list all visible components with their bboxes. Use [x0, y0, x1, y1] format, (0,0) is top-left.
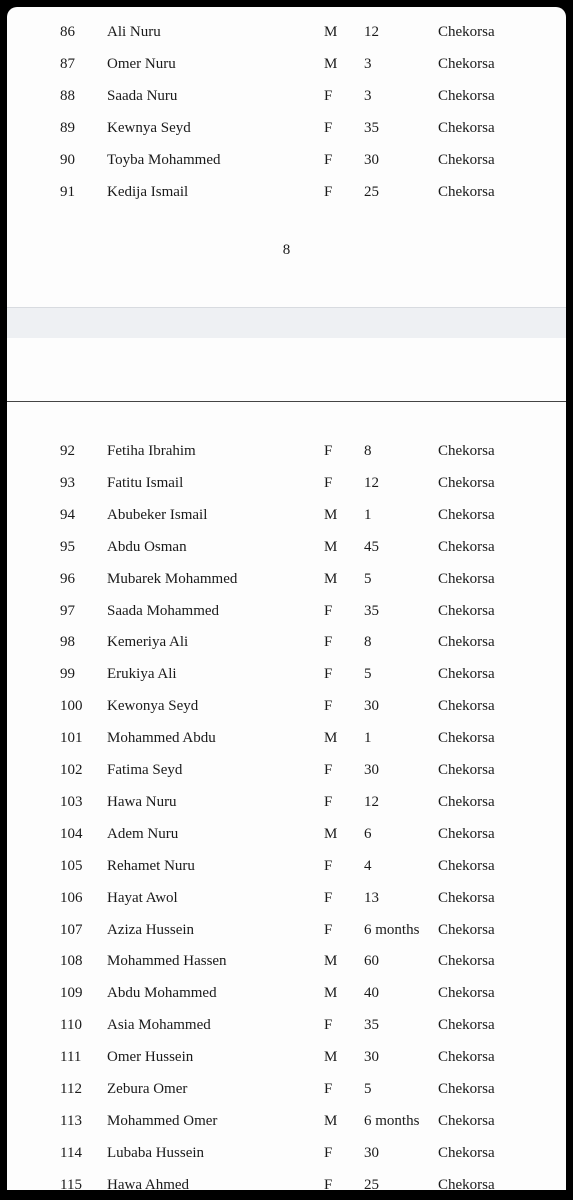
table-row	[7, 16, 566, 48]
person-location: Chekorsa	[438, 889, 495, 906]
person-name: Asia Mohammed	[107, 1017, 211, 1034]
person-name: Omer Nuru	[107, 55, 176, 72]
row-number: 91	[60, 183, 75, 200]
row-number: 115	[60, 1176, 82, 1190]
person-location: Chekorsa	[438, 857, 495, 874]
person-name: Ali Nuru	[107, 24, 161, 40]
person-name: Lubaba Hussein	[107, 1144, 205, 1161]
person-name: Abubeker Ismail	[107, 506, 208, 523]
document-page-top	[7, 7, 566, 307]
person-sex: F	[324, 87, 333, 104]
page-separator	[7, 307, 566, 340]
person-sex: F	[324, 634, 333, 651]
row-number: 93	[60, 474, 75, 491]
person-location: Chekorsa	[438, 119, 495, 136]
person-name: Abdu Mohammed	[107, 985, 217, 1002]
person-name: Fetiha Ibrahim	[107, 443, 196, 459]
person-name: Mohammed Hassen	[107, 953, 227, 970]
person-name: Kemeriya Ali	[107, 634, 189, 651]
table-row	[7, 80, 566, 112]
person-sex: F	[324, 793, 333, 810]
person-age: 40	[364, 985, 379, 1002]
person-sex: F	[324, 921, 333, 938]
row-number: 92	[60, 443, 75, 459]
person-sex: F	[324, 762, 333, 778]
table-row	[7, 1041, 566, 1073]
person-age: 12	[364, 474, 379, 491]
person-location: Chekorsa	[438, 570, 495, 587]
table-row	[7, 595, 566, 627]
row-number: 97	[60, 602, 75, 619]
person-location: Chekorsa	[438, 151, 495, 168]
person-name: Rehamet Nuru	[107, 857, 195, 874]
person-sex: F	[324, 1144, 333, 1161]
row-number: 105	[60, 857, 83, 874]
person-age: 5	[364, 666, 372, 683]
table-row	[7, 945, 566, 977]
row-number: 87	[60, 55, 75, 72]
person-sex: M	[324, 506, 338, 523]
page-number-text: 8	[282, 242, 291, 258]
row-number: 107	[60, 921, 83, 938]
person-age: 12	[364, 24, 379, 40]
person-age: 5	[364, 1081, 372, 1097]
person-sex: M	[324, 953, 338, 970]
person-name: Saada Mohammed	[107, 602, 220, 619]
person-location: Chekorsa	[438, 1081, 495, 1097]
table-row	[7, 722, 566, 754]
row-number: 106	[60, 889, 83, 906]
person-sex: F	[324, 443, 333, 459]
person-sex: F	[324, 151, 333, 168]
person-age: 60	[364, 953, 379, 970]
row-number: 89	[60, 119, 75, 136]
table-row	[7, 467, 566, 499]
row-number: 104	[60, 825, 83, 842]
person-location: Chekorsa	[438, 538, 495, 555]
table-row	[7, 48, 566, 80]
table-row	[7, 144, 566, 176]
person-name: Fatitu Ismail	[107, 474, 184, 491]
person-name: Mubarek Mohammed	[107, 570, 238, 587]
row-number: 94	[60, 506, 75, 523]
person-name: Hawa Nuru	[107, 793, 177, 810]
person-sex: F	[324, 889, 333, 906]
row-number: 96	[60, 570, 75, 587]
person-location: Chekorsa	[438, 634, 495, 651]
table-row	[7, 786, 566, 818]
person-sex: F	[324, 698, 333, 715]
person-name: Abdu Osman	[107, 538, 187, 555]
person-sex: M	[324, 985, 338, 1002]
page-top-rule	[7, 401, 566, 402]
person-location: Chekorsa	[438, 985, 495, 1002]
table-row	[7, 1009, 566, 1041]
row-number: 86	[60, 24, 75, 40]
row-number: 108	[60, 953, 83, 970]
person-name: Toyba Mohammed	[107, 151, 221, 168]
person-sex: M	[324, 55, 338, 72]
person-age: 3	[364, 55, 372, 72]
table-row	[7, 754, 566, 786]
person-age: 5	[364, 570, 372, 587]
person-sex: F	[324, 857, 333, 874]
person-age: 45	[364, 538, 379, 555]
table-row	[7, 1169, 566, 1190]
person-name: Kewonya Seyd	[107, 698, 199, 715]
person-location: Chekorsa	[438, 1017, 495, 1034]
table-row	[7, 1073, 566, 1105]
person-location: Chekorsa	[438, 1049, 495, 1066]
person-name: Hayat Awol	[107, 889, 178, 906]
person-sex: M	[324, 730, 338, 747]
table-row	[7, 499, 566, 531]
table-row	[7, 1105, 566, 1137]
person-name: Omer Hussein	[107, 1049, 194, 1066]
person-location: Chekorsa	[438, 183, 495, 200]
row-number: 110	[60, 1017, 82, 1034]
table-row	[7, 176, 566, 208]
person-sex: F	[324, 602, 333, 619]
person-sex: F	[324, 119, 333, 136]
table-row	[7, 1137, 566, 1169]
person-name: Kewnya Seyd	[107, 119, 191, 136]
row-number: 95	[60, 538, 75, 555]
person-sex: M	[324, 24, 338, 40]
row-number: 102	[60, 762, 83, 778]
person-location: Chekorsa	[438, 55, 495, 72]
row-number: 101	[60, 730, 83, 747]
row-number: 100	[60, 698, 83, 715]
table-row	[7, 690, 566, 722]
person-name: Mohammed Abdu	[107, 730, 216, 747]
table-row	[7, 914, 566, 946]
person-name: Erukiya Ali	[107, 666, 177, 683]
row-number: 99	[60, 666, 75, 683]
person-location: Chekorsa	[438, 953, 495, 970]
person-location: Chekorsa	[438, 762, 495, 778]
person-name: Kedija Ismail	[107, 183, 189, 200]
table-row	[7, 112, 566, 144]
person-location: Chekorsa	[438, 474, 495, 491]
person-location: Chekorsa	[438, 602, 495, 619]
person-location: Chekorsa	[438, 506, 495, 523]
person-name: Adem Nuru	[107, 825, 179, 842]
person-name: Fatima Seyd	[107, 762, 183, 778]
person-age: 30	[364, 1049, 379, 1066]
person-sex: F	[324, 666, 333, 683]
person-sex: F	[324, 1176, 333, 1190]
person-age: 8	[364, 634, 372, 651]
table-row	[7, 435, 566, 467]
person-age: 1	[364, 730, 372, 747]
person-location: Chekorsa	[438, 921, 495, 938]
person-age: 6 months	[364, 1112, 420, 1129]
person-age: 8	[364, 443, 372, 459]
person-sex: M	[324, 538, 338, 555]
person-name: Zebura Omer	[107, 1081, 188, 1097]
person-location: Chekorsa	[438, 1112, 495, 1129]
person-age: 30	[364, 698, 379, 715]
person-age: 12	[364, 793, 379, 810]
table-row	[7, 818, 566, 850]
table-row	[7, 563, 566, 595]
person-age: 13	[364, 889, 379, 906]
person-location: Chekorsa	[438, 443, 495, 459]
row-number: 109	[60, 985, 83, 1002]
person-location: Chekorsa	[438, 1176, 495, 1190]
person-age: 35	[364, 1017, 379, 1034]
person-sex: F	[324, 474, 333, 491]
person-name: Mohammed Omer	[107, 1112, 218, 1129]
person-age: 30	[364, 151, 379, 168]
person-sex: M	[324, 570, 338, 587]
person-age: 30	[364, 1144, 379, 1161]
row-number: 112	[60, 1081, 82, 1097]
person-age: 6	[364, 825, 372, 842]
person-age: 6 months	[364, 921, 420, 938]
person-location: Chekorsa	[438, 87, 495, 104]
person-age: 1	[364, 506, 372, 523]
person-age: 3	[364, 87, 372, 104]
table-row	[7, 850, 566, 882]
row-number: 90	[60, 151, 75, 168]
row-number: 111	[60, 1049, 82, 1066]
person-location: Chekorsa	[438, 1144, 495, 1161]
table-row	[7, 626, 566, 658]
person-sex: F	[324, 183, 333, 200]
person-age: 30	[364, 762, 379, 778]
person-age: 25	[364, 183, 379, 200]
row-number: 103	[60, 793, 83, 810]
person-age: 4	[364, 857, 372, 874]
person-sex: M	[324, 825, 338, 842]
row-number: 114	[60, 1144, 82, 1161]
person-sex: M	[324, 1049, 338, 1066]
document-page-bottom[interactable]	[7, 338, 566, 1190]
person-location: Chekorsa	[438, 793, 495, 810]
person-age: 25	[364, 1176, 379, 1190]
person-name: Aziza Hussein	[107, 921, 195, 938]
person-location: Chekorsa	[438, 730, 495, 747]
row-number: 98	[60, 634, 75, 651]
person-sex: F	[324, 1081, 333, 1097]
person-name: Hawa Ahmed	[107, 1176, 190, 1190]
person-location: Chekorsa	[438, 666, 495, 683]
table-row	[7, 658, 566, 690]
person-name: Saada Nuru	[107, 87, 178, 104]
person-age: 35	[364, 602, 379, 619]
person-location: Chekorsa	[438, 24, 495, 40]
person-sex: M	[324, 1112, 338, 1129]
person-age: 35	[364, 119, 379, 136]
table-row	[7, 882, 566, 914]
table-row	[7, 977, 566, 1009]
row-number: 113	[60, 1112, 82, 1129]
page-number	[7, 242, 566, 259]
person-sex: F	[324, 1017, 333, 1034]
person-location: Chekorsa	[438, 698, 495, 715]
table-row	[7, 531, 566, 563]
person-location: Chekorsa	[438, 825, 495, 842]
row-number: 88	[60, 87, 75, 104]
